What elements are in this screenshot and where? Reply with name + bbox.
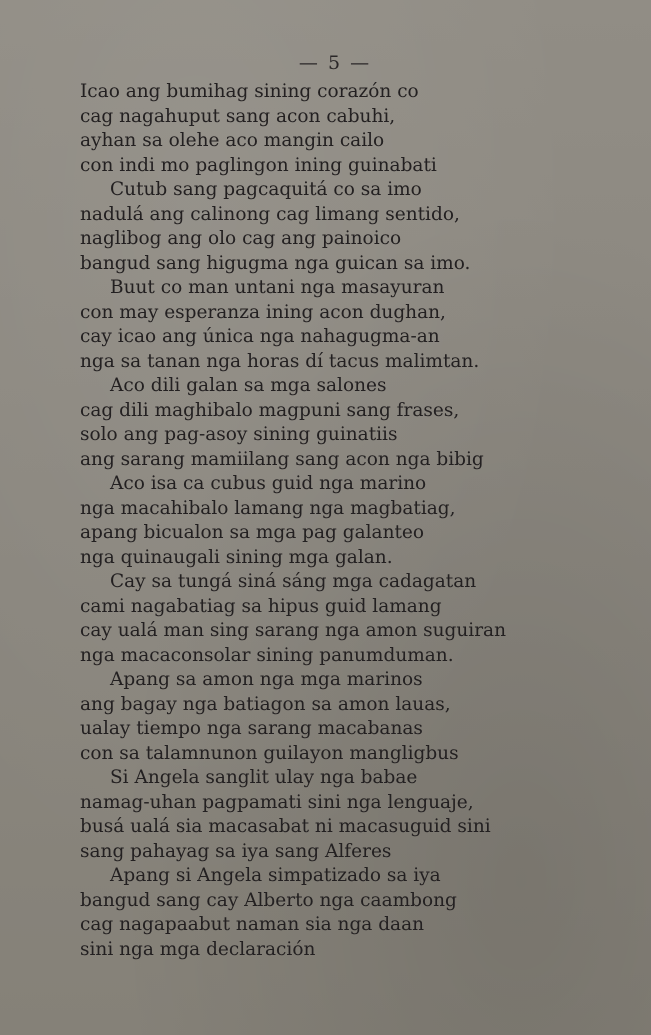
text-line: solo ang pag-asoy sining guinatiis (80, 424, 398, 445)
text-line: ang sarang mamiilang sang acon nga bibig (80, 448, 484, 470)
text-line: nga macaconsolar sining panumduman. (80, 644, 454, 666)
text-line: con indi mo paglingon ining guinabati (80, 154, 437, 176)
text-line: nadulá ang calinong cag limang sentido, (80, 203, 460, 225)
text-line: cag nagahuput sang acon cabuhi, (80, 105, 396, 127)
text-line: Apang si Angela simpatizado sa iya (110, 865, 441, 886)
text-line: cag dili maghibalo magpuni sang frases, (80, 399, 460, 421)
text-line: nga macahibalo lamang nga magbatiag, (80, 497, 456, 519)
poem-text (80, 80, 580, 962)
text-line: nga quinaugali sining mga galan. (80, 546, 393, 568)
text-line: con may esperanza ining acon dughan, (80, 301, 446, 323)
text-line: Si Angela sanglit ulay nga babae (110, 767, 418, 788)
text-line: Aco dili galan sa mga salones (110, 375, 387, 396)
text-line: naglibog ang olo cag ang painoico (80, 228, 402, 249)
text-line: cay ualá man sing sarang nga amon suguiran (80, 620, 506, 641)
text-line: ualay tiempo nga sarang macabanas (80, 718, 423, 739)
text-line: bangud sang cay Alberto nga caambong (80, 889, 457, 911)
text-line: Cay sa tungá siná sáng mga cadagatan (110, 571, 477, 592)
text-line: cami nagabatiag sa hipus guid lamang (80, 595, 442, 617)
text-line: sini nga mga declaración (80, 938, 316, 960)
text-line: Apang sa amon nga mga marinos (110, 669, 423, 690)
text-line: Icao ang bumihag sining corazón co (80, 81, 419, 102)
text-line: Aco isa ca cubus guid nga marino (110, 473, 427, 494)
text-line: cag nagapaabut naman sia nga daan (80, 914, 425, 935)
text-line: apang bicualon sa mga pag galanteo (80, 522, 425, 543)
text-line: bangud sang higugma nga guican sa imo. (80, 252, 471, 274)
text-line: ang bagay nga batiagon sa amon lauas, (80, 693, 451, 715)
text-line: busá ualá sia macasabat ni macasuguid sini (80, 816, 491, 837)
text-line: Cutub sang pagcaquitá co sa imo (110, 179, 422, 200)
text-line: sang pahayag sa iya sang Alferes (80, 840, 392, 862)
text-line: cay icao ang única nga nahagugma-an (80, 326, 440, 347)
text-line: Buut co man untani nga masayuran (110, 277, 445, 298)
text-line: ayhan sa olehe aco mangin cailo (80, 130, 385, 151)
text-line: con sa talamnunon guilayon mangligbus (80, 742, 459, 764)
page-number: — 5 — (298, 52, 372, 74)
text-line: namag-uhan pagpamati sini nga lenguaje, (80, 791, 474, 813)
text-line: nga sa tanan nga horas dí tacus malimtan. (80, 350, 480, 372)
